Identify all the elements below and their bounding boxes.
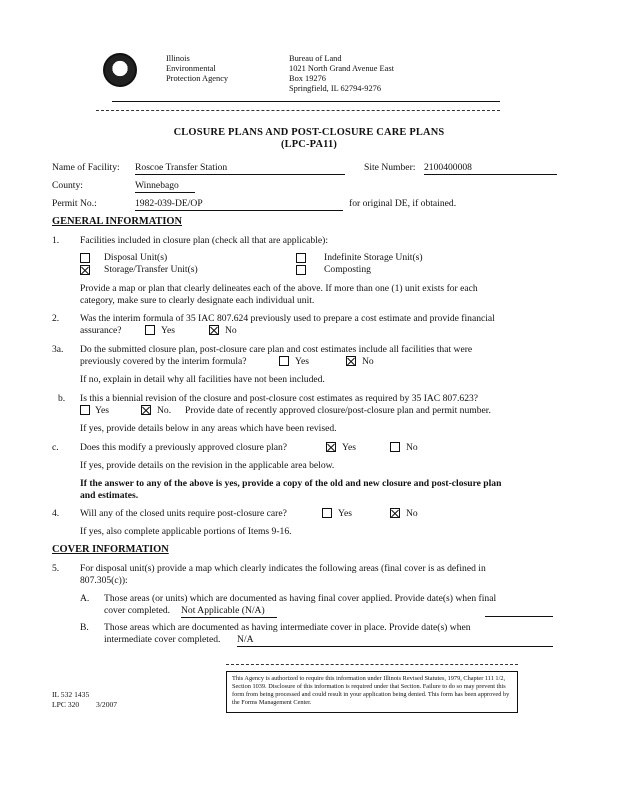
address-line: Springfield, IL 62794-9276 xyxy=(289,84,382,93)
q3c-note: If yes, provide details on the revision in the applicable area below. xyxy=(80,460,335,471)
q2-yes-checkbox[interactable] xyxy=(145,325,155,335)
q3c-yes-checkbox[interactable] xyxy=(326,442,336,452)
permit-field[interactable] xyxy=(135,198,343,211)
q4-no-checkbox[interactable] xyxy=(390,508,400,518)
general-info-heading: GENERAL INFORMATION xyxy=(52,216,182,227)
q1-number: 1. xyxy=(52,235,60,246)
agency-line: Illinois xyxy=(166,54,190,63)
disposal-unit-label: Disposal Unit(s) xyxy=(104,252,168,263)
q1-note: category, make sure to clearly designate each individual unit. xyxy=(80,295,315,306)
q5a-text: Those areas (or units) which are documented as having final cover applied. Provide date(s) when final xyxy=(104,593,497,604)
q5-text: 807.305(c)): xyxy=(80,575,128,586)
q3a-text: Do the submitted closure plan, post-closure care plan and cost estimates include all facilities that were xyxy=(80,344,473,355)
q3a-no-label: No xyxy=(362,356,374,367)
q3c-text: Does this modify a previously approved closure plan? xyxy=(80,442,288,453)
q3c-number: c. xyxy=(52,442,59,453)
header-dashed-rule xyxy=(96,110,500,111)
form-date: 3/2007 xyxy=(96,700,118,709)
q3c-bold-instruction: If the answer to any of the above is yes, provide a copy of the old and new closure and post-closure plan xyxy=(80,478,502,489)
q3b-note: If yes, provide details below in any areas which have been revised. xyxy=(80,423,337,434)
agency-name xyxy=(166,54,228,84)
q5b-date-value: N/A xyxy=(237,634,254,645)
q2-text: Was the interim formula of 35 IAC 807.624 previously used to prepare a cost estimate and provide financial xyxy=(80,313,495,324)
agency-seal-icon xyxy=(103,53,137,87)
facility-name-value: Roscoe Transfer Station xyxy=(135,162,228,173)
composting-checkbox[interactable] xyxy=(296,265,306,275)
q5b-text: intermediate cover completed. xyxy=(104,634,221,645)
q3b-no-label: No. xyxy=(157,405,172,416)
storage-transfer-label: Storage/Transfer Unit(s) xyxy=(104,264,198,275)
county-value: Winnebago xyxy=(135,180,179,191)
q2-yes-label: Yes xyxy=(161,325,175,336)
q3b-instruction: Provide date of recently approved closure/post-closure plan and permit number. xyxy=(185,405,491,416)
q2-no-checkbox[interactable] xyxy=(209,325,219,335)
q3c-no-checkbox[interactable] xyxy=(390,442,400,452)
permit-label: Permit No.: xyxy=(52,198,97,209)
agency-line: Protection Agency xyxy=(166,74,229,83)
q3a-number: 3a. xyxy=(52,344,64,355)
q5b-date-field[interactable] xyxy=(237,634,553,647)
q5a-text: cover completed. xyxy=(104,605,171,616)
q1-text: Facilities included in closure plan (check all that are applicable): xyxy=(80,235,329,246)
legal-notice-box xyxy=(226,671,518,713)
composting-label: Composting xyxy=(324,264,371,275)
indefinite-storage-label: Indefinite Storage Unit(s) xyxy=(324,252,423,263)
permit-suffix: for original DE, if obtained. xyxy=(349,198,457,209)
form-id: IL 532 1435 xyxy=(52,690,90,699)
q3c-yes-label: Yes xyxy=(342,442,356,453)
address-line: Box 19276 xyxy=(289,74,326,83)
bureau-address xyxy=(289,54,394,94)
q1-note: Provide a map or plan that clearly delineates each of the above. If more than one (1) unit exists for each xyxy=(80,283,478,294)
q2-text: assurance? xyxy=(80,325,122,336)
q4-note: If yes, also complete applicable portions of Items 9-16. xyxy=(80,526,292,537)
q3b-number: b. xyxy=(58,393,66,404)
q3c-no-label: No xyxy=(406,442,418,453)
q4-no-label: No xyxy=(406,508,418,519)
q3c-bold-instruction: and estimates. xyxy=(80,490,139,501)
q5a-extra-line xyxy=(485,616,553,617)
facility-name-label: Name of Facility: xyxy=(52,162,120,173)
q5a-date-field[interactable] xyxy=(181,605,277,618)
lpc-number: LPC 320 xyxy=(52,700,80,709)
q5a-label: A. xyxy=(80,593,90,604)
q5-number: 5. xyxy=(52,563,60,574)
q3b-no-checkbox[interactable] xyxy=(141,405,151,415)
site-number-value: 2100400008 xyxy=(424,162,472,173)
q3b-yes-label: Yes xyxy=(95,405,109,416)
indefinite-storage-checkbox[interactable] xyxy=(296,253,306,263)
q4-yes-checkbox[interactable] xyxy=(322,508,332,518)
form-title: CLOSURE PLANS AND POST-CLOSURE CARE PLANS xyxy=(173,127,445,138)
site-number-field[interactable] xyxy=(424,162,557,175)
agency-line: Environmental xyxy=(166,64,216,73)
q2-no-label: No xyxy=(225,325,237,336)
storage-transfer-checkbox[interactable] xyxy=(80,265,90,275)
footer-dashed-rule xyxy=(226,664,518,665)
q3a-yes-checkbox[interactable] xyxy=(279,356,289,366)
q2-number: 2. xyxy=(52,313,60,324)
q5b-text: Those areas which are documented as having intermediate cover in place. Provide date(s) when xyxy=(104,622,471,633)
q3a-text: previously covered by the interim formula? xyxy=(80,356,247,367)
facility-name-field[interactable] xyxy=(135,162,345,175)
address-line: Bureau of Land xyxy=(289,54,342,63)
address-line: 1021 North Grand Avenue East xyxy=(289,64,394,73)
q4-yes-label: Yes xyxy=(338,508,352,519)
q3b-text: Is this a biennial revision of the closure and post-closure cost estimates as required by 35 IAC 807.623? xyxy=(80,393,479,404)
q4-text: Will any of the closed units require post-closure care? xyxy=(80,508,287,519)
q5-text: For disposal unit(s) provide a map which clearly indicates the following areas (final cover is as defined in xyxy=(80,563,486,574)
legal-notice-text: This Agency is authorized to require this information under Illinois Revised Statutes, 1979, Chapter 111 1/2, Section 1039. Disclosure of this information is required under that Section. Failure to do so may prevent this form from being processed and could result in your application being denied. This form has been approved by the Forms Management Center. xyxy=(232,675,510,706)
q5b-label: B. xyxy=(80,622,89,633)
county-field[interactable] xyxy=(135,180,195,193)
cover-info-heading: COVER INFORMATION xyxy=(52,544,169,555)
disposal-unit-checkbox[interactable] xyxy=(80,253,90,263)
header-rule xyxy=(112,101,500,102)
county-label: County: xyxy=(52,180,83,191)
q5a-date-value: Not Applicable (N/A) xyxy=(181,605,265,616)
permit-value: 1982-039-DE/OP xyxy=(135,198,203,209)
q3b-yes-checkbox[interactable] xyxy=(80,405,90,415)
q3a-no-checkbox[interactable] xyxy=(346,356,356,366)
q4-number: 4. xyxy=(52,508,60,519)
form-code: (LPC-PA11) xyxy=(280,139,338,150)
site-number-label: Site Number: xyxy=(364,162,416,173)
q3a-note: If no, explain in detail why all facilities have not been included. xyxy=(80,374,325,385)
q3a-yes-label: Yes xyxy=(295,356,309,367)
